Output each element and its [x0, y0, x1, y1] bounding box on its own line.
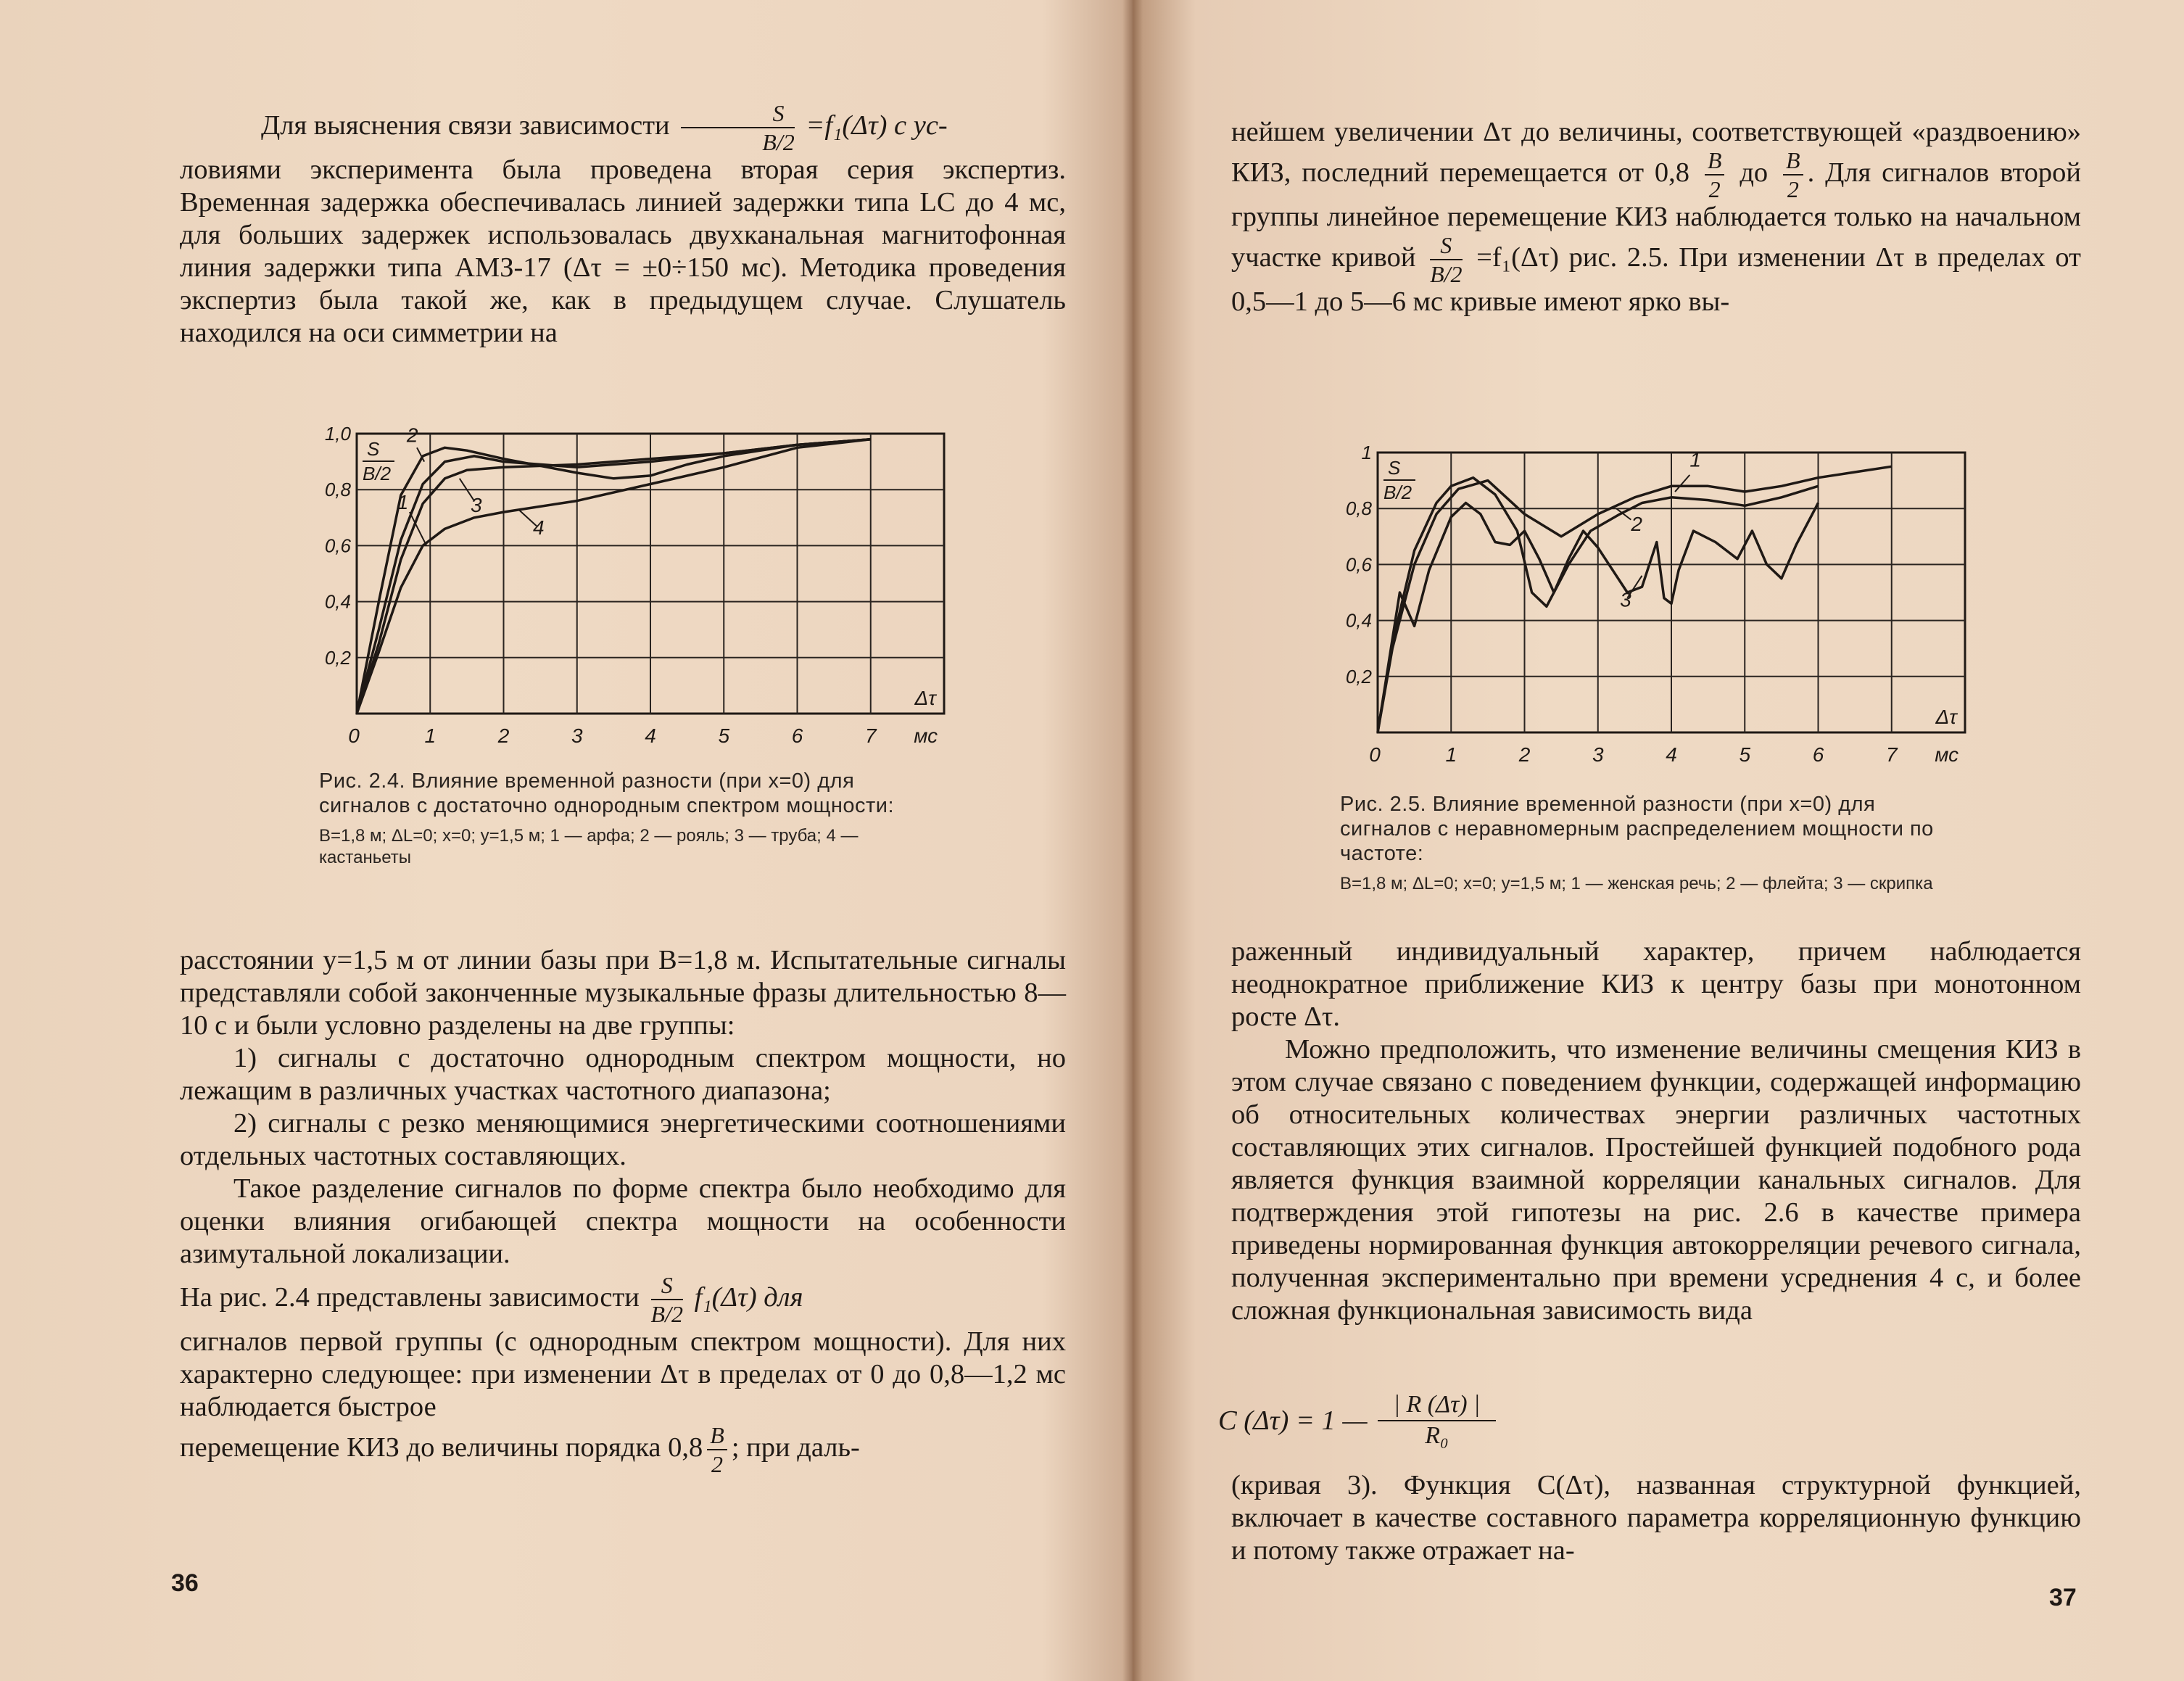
figure-caption-legend: B=1,8 м; ΔL=0; x=0; y=1,5 м; 1 — женская речь; 2 — флейта; 3 — скрипка	[1340, 874, 1933, 893]
curve-label: 1	[1689, 448, 1701, 471]
fraction-b-over-2: $\frac{B}{2}$	[1705, 149, 1725, 201]
y-tick-label: 0,8	[1345, 497, 1372, 520]
fraction-b-over-2: $\frac{B}{2}$	[707, 1424, 727, 1476]
x-tick-label: 1	[424, 724, 437, 747]
left-paragraph-1: Для выяснения связи зависимости $\frac{S}{B/2}$ =f₁(Δτ) с ус- ловиями эксперимента была проведена вторая серия экспертиз. Временная задержка обеспечивалась линией задержки типа LC до 4 мс, для больших задержек использовалась двухканальная магнитофонная линия задержки типа АМЗ-17 (Δτ = ±0÷150 мс). Методика проведения экспертиз была такой же, как в предыдущем случае. Слушатель находился на оси симметрии на	[180, 100, 1066, 348]
figure-2-5	[1340, 439, 1993, 933]
formula-fraction: $\frac{| R (\Delta\tau) |}{\text{R₀}}$	[1378, 1392, 1497, 1448]
y-tick-label: 0,6	[1345, 553, 1372, 576]
chart-fig-2-5	[1340, 439, 1993, 773]
x-tick-label: 7	[864, 724, 877, 747]
x-unit-label: мс	[1935, 743, 1959, 766]
y-tick-label: 1	[1361, 442, 1372, 463]
y-axis-label-den: B/2	[1383, 482, 1412, 503]
chart-fig-2-4	[319, 421, 972, 754]
left-paragraph-3: Такое разделение сигналов по форме спектра было необходимо для оценки влияния огибающей спектра мощности на особенности азимутальной локализации.	[180, 1173, 1066, 1269]
list-item-1: 1) сигналы с достаточно однородным спектром мощности, но лежащим в различных участках частотного диапазона;	[180, 1043, 1066, 1106]
x-tick-label: 6	[791, 724, 803, 747]
x-tick-label: 5	[1739, 743, 1751, 766]
x-tick-label: 0	[348, 724, 360, 747]
book-spine	[1122, 0, 1143, 1681]
curve-label: 2	[406, 424, 418, 447]
x-tick-label: 2	[497, 724, 510, 747]
x-tick-label: 1	[1445, 743, 1457, 766]
curve-label: 1	[397, 491, 409, 514]
page-number-left: 36	[171, 1569, 199, 1597]
y-tick-label: 0,2	[1345, 665, 1372, 687]
x-tick-label: 6	[1812, 743, 1824, 766]
y-tick-label: 1,0	[324, 423, 351, 445]
x-tick-label: 7	[1885, 743, 1898, 766]
figure-2-4	[319, 421, 972, 899]
right-paragraph-4: (кривая 3). Функция C(Δτ), названная структурной функцией, включает в качестве составного параметра корреляционную функцию и потому также отражает на-	[1231, 1470, 2081, 1566]
x-tick-label: 0	[1369, 743, 1381, 766]
figure-caption-title: Рис. 2.4. Влияние временной разности (при x=0) для сигналов с достаточно однородным спектром мощности:	[319, 769, 895, 817]
left-paragraph-2: расстоянии y=1,5 м от линии базы при B=1,8 м. Испытательные сигналы представляли собой законченные музыкальные фразы длительностью 8—10 с и были условно разделены на две группы: 1) сигналы с достаточно однородным спектром мощности, но лежащим в различных участках частотного диапазона; 2) сигналы с резко меняющимися энергетическими соотношениями отдельных частотных составляющих. Такое разделение сигналов по форме спектра было необходимо для оценки влияния огибающей спектра мощности на особенности азимутальной локализации. На рис. 2.4 представлены зависимости $\frac{S}{B/2}$ f₁(Δτ) для сигналов первой группы (с однородным спектром мощности). Для них характерно следующее: при изменении Δτ в пределах от 0 до 0,8—1,2 мс наблюдается быстрое перемещение КИЗ до величины порядка 0,8 $\frac{B}{2}$ ; при даль-	[180, 945, 1066, 1477]
page-number-right: 37	[2049, 1584, 2077, 1611]
fraction-s-over-b2: $\frac{S}{B/2}$	[681, 102, 794, 154]
fraction-s-over-b2: $\frac{S}{B/2}$	[650, 1272, 683, 1327]
y-tick-label: 0,4	[1345, 609, 1372, 632]
structure-function-formula	[1218, 1392, 1500, 1448]
y-tick-label: 0,2	[324, 646, 351, 669]
fraction-s-over-b2: $\frac{S}{B/2}$	[1430, 232, 1463, 287]
right-paragraph-1: нейшем увеличении Δτ до величины, соответствующей «раздвоению» КИЗ, последний перемещается от 0,8 $\frac{B}{2}$ до $\frac{B}{2}$ . Для сигналов второй группы линейное перемещение КИЗ наблюдается только на начальном участке кривой $\frac{S}{B/2}$ =f₁(Δτ) рис. 2.5. При изменении Δτ в пределах от 0,5—1 до 5—6 мс кривые имеют ярко вы-	[1231, 117, 2082, 317]
curve-label: 4	[533, 516, 545, 539]
figure-2-4-caption	[319, 769, 943, 869]
right-paragraph-2: раженный индивидуальный характер, причем наблюдается неоднократное приближение КИЗ к центру базы при монотонном росте Δτ. Можно предположить, что изменение величины смещения КИЗ в этом случае связано с поведением функции, содержащей информацию об относительных количествах энергии различных частотных составляющих этих сигналов. Простейшей функцией подобного рода является функция взаимной корреляции канальных сигналов. Для подтверждения этой гипотезы на рис. 2.6 в качестве примера приведены нормированная функция автокорреляции речевого сигнала, полученная экспериментально при времени усреднения 4 с, и более сложная функциональная зависимость вида	[1231, 936, 2081, 1326]
y-axis-label-den: B/2	[363, 463, 392, 484]
left-paragraph-4: сигналов первой группы (с однородным спектром мощности). Для них характерно следующее: при изменении Δτ в пределах от 0 до 0,8—1,2 мс наблюдается быстрое	[180, 1326, 1066, 1422]
formula-lhs: C (Δτ) = 1 —	[1218, 1405, 1368, 1436]
curve-2	[357, 439, 871, 714]
right-paragraph-3: Можно предположить, что изменение величины смещения КИЗ в этом случае связано с поведением функции, содержащей информацию об относительных количествах энергии различных частотных составляющих этих сигналов. Простейшей функцией подобного рода является функция взаимной корреляции канальных сигналов. Для подтверждения этой гипотезы на рис. 2.6 в качестве примера приведены нормированная функция автокорреляции речевого сигнала, полученная экспериментально при времени усреднения 4 с, и более сложная функциональная зависимость вида	[1231, 1034, 2081, 1326]
list-item-2: 2) сигналы с резко меняющимися энергетическими соотношениями отдельных частотных составляющих.	[180, 1108, 1066, 1171]
y-axis-label-num: S	[1388, 457, 1401, 479]
left-paragraph-1-body: ловиями эксперимента была проведена вторая серия экспертиз. Временная задержка обеспечивалась линией задержки типа LC до 4 мс, для больших задержек использовалась двухканальная магнитофонная линия задержки типа АМЗ-17 (Δτ = ±0÷150 мс). Методика проведения экспертиз была такой же, как в предыдущем случае. Слушатель находился на оси симметрии на	[180, 154, 1066, 348]
curve-1	[357, 439, 871, 714]
figure-caption-title: Рис. 2.5. Влияние временной разности (при x=0) для сигналов с неравномерным распределением мощности по частоте:	[1340, 793, 1934, 865]
x-tick-label: 3	[1592, 743, 1604, 766]
y-tick-label: 0,6	[324, 534, 351, 557]
figure-2-5-caption	[1340, 792, 1964, 895]
x-tick-label: 4	[645, 724, 656, 747]
y-tick-label: 0,8	[324, 479, 351, 501]
y-axis-label-num: S	[367, 438, 380, 460]
x-tick-label: 5	[718, 724, 730, 747]
x-axis-label: Δτ	[1935, 706, 1957, 728]
figure-caption-legend: B=1,8 м; ΔL=0; x=0; y=1,5 м; 1 — арфа; 2 — рояль; 3 — труба; 4 — кастаньеты	[319, 826, 859, 867]
y-tick-label: 0,4	[324, 590, 351, 613]
curve-label: 3	[470, 494, 482, 517]
curve-3	[357, 439, 871, 714]
x-tick-label: 2	[1518, 743, 1531, 766]
curve-label: 3	[1620, 588, 1631, 611]
curve-label-leader	[1675, 475, 1689, 492]
x-unit-label: мс	[914, 724, 938, 747]
x-axis-label: Δτ	[914, 687, 936, 709]
curve-label: 2	[1631, 513, 1642, 536]
x-tick-label: 4	[1666, 743, 1677, 766]
x-tick-label: 3	[571, 724, 583, 747]
fraction-b-over-2: $\frac{B}{2}$	[1783, 149, 1803, 201]
curve-4	[357, 439, 871, 714]
